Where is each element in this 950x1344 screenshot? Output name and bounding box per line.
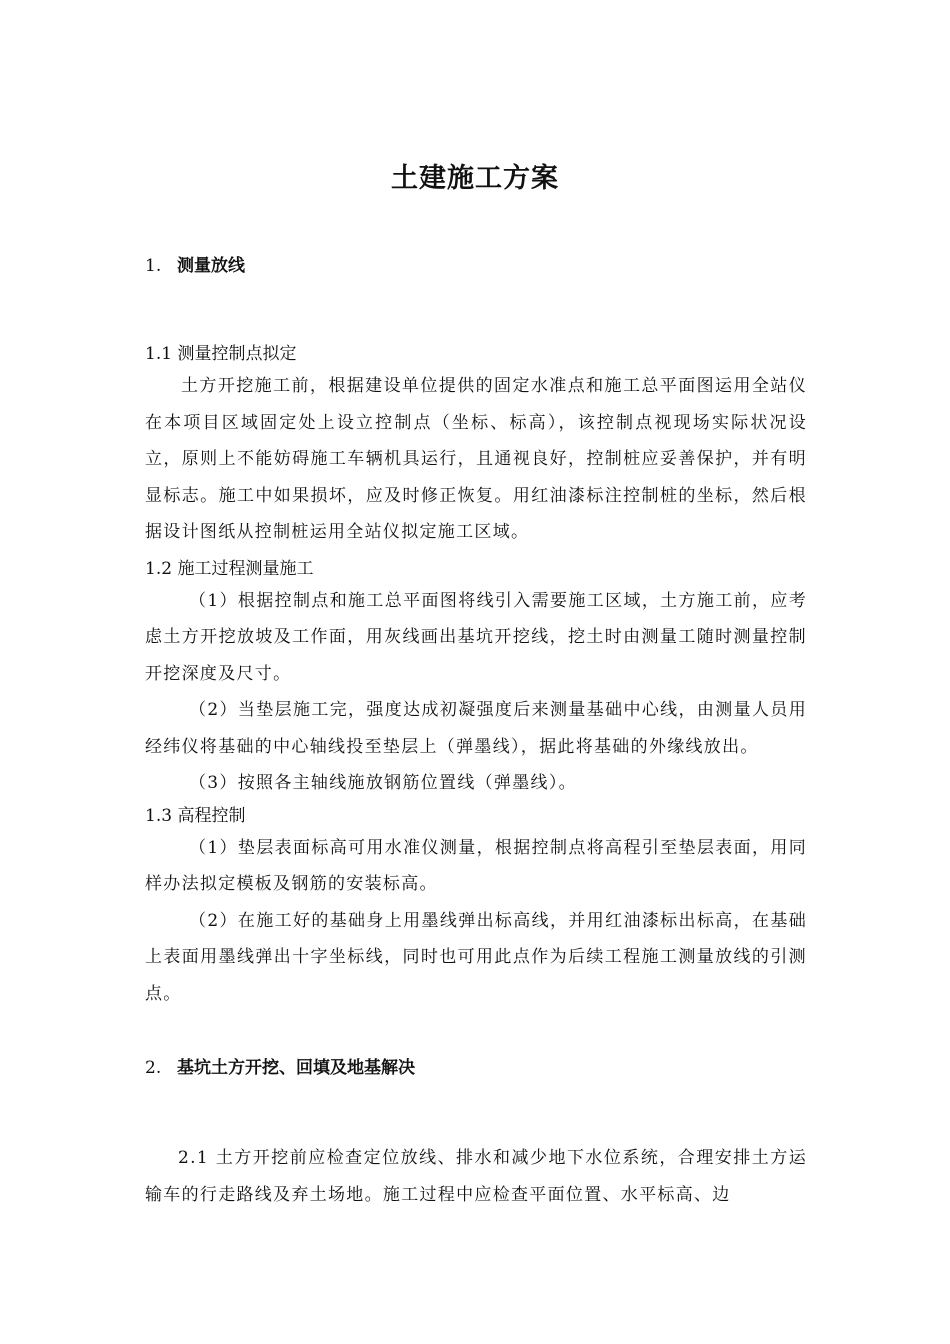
subsection-1-1-heading: 1.1 测量控制点拟定 <box>145 344 297 364</box>
document-title: 土建施工方案 <box>391 163 559 194</box>
section-2-title: 基坑土方开挖、回填及地基解决 <box>177 1058 415 1078</box>
subsection-1-2-item-1: （1）根据控制点和施工总平面图将线引入需要施工区域，土方施工前，应考虑土方开挖放坡及工作面，用灰线画出基坑开挖线，挖土时由测量工随时测量控制开挖深度及尺寸。 <box>145 590 807 684</box>
subsection-1-2-heading: 1.2 施工过程测量施工 <box>145 558 314 579</box>
subsection-1-1-paragraph: 土方开挖施工前，根据建设单位提供的固定水准点和施工总平面图运用全站仪在本项目区域固定处上设立控制点（坐标、标高），该控制点视现场实际状况设立，原则上不能妨碍施工车辆机具运行，且通视良好，控制桩应妥善保护，并有明显标志。施工中如果损坏，应及时修正恢复。用红油漆标注控制桩的坐标，然后根据设计图纸从控制桩运用全站仪拟定施工区域。 <box>145 376 807 542</box>
subsection-1-2-item-2: （2）当垫层施工完，强度达成初凝强度后来测量基础中心线，由测量人员用经纬仪将基础的中心轴线投至垫层上（弹墨线），据此将基础的外缘线放出。 <box>145 700 807 757</box>
section-1-title: 测量放线 <box>177 256 245 276</box>
section-2-heading <box>145 1054 807 1082</box>
subsection-1-3-heading: 1.3 高程控制 <box>145 805 246 826</box>
section-2-number: 2. <box>145 1058 162 1078</box>
subsection-1-3-item-2: （2）在施工好的基础身上用墨线弹出标高线，并用红油漆标出标高，在基础上表面用墨线弹出十字坐标线，同时也可用此点作为后续工程施工测量放线的引测点。 <box>145 910 807 1004</box>
section-1-number: 1. <box>145 256 162 276</box>
section-1-heading <box>145 252 807 280</box>
subsection-1-3-item-1: （1）垫层表面标高可用水准仪测量，根据控制点将高程引至垫层表面，用同样办法拟定模板及钢筋的安装标高。 <box>145 837 807 894</box>
document-body <box>145 252 807 1213</box>
subsection-2-1-paragraph: 2.1 土方开挖前应检查定位放线、排水和减少地下水位系统，合理安排土方运输车的行走路线及弃土场地。施工过程中应检查平面位置、水平标高、边 <box>145 1148 807 1205</box>
subsection-1-2-item-3: （3）按照各主轴线施放钢筋位置线（弹墨线）。 <box>189 773 577 793</box>
